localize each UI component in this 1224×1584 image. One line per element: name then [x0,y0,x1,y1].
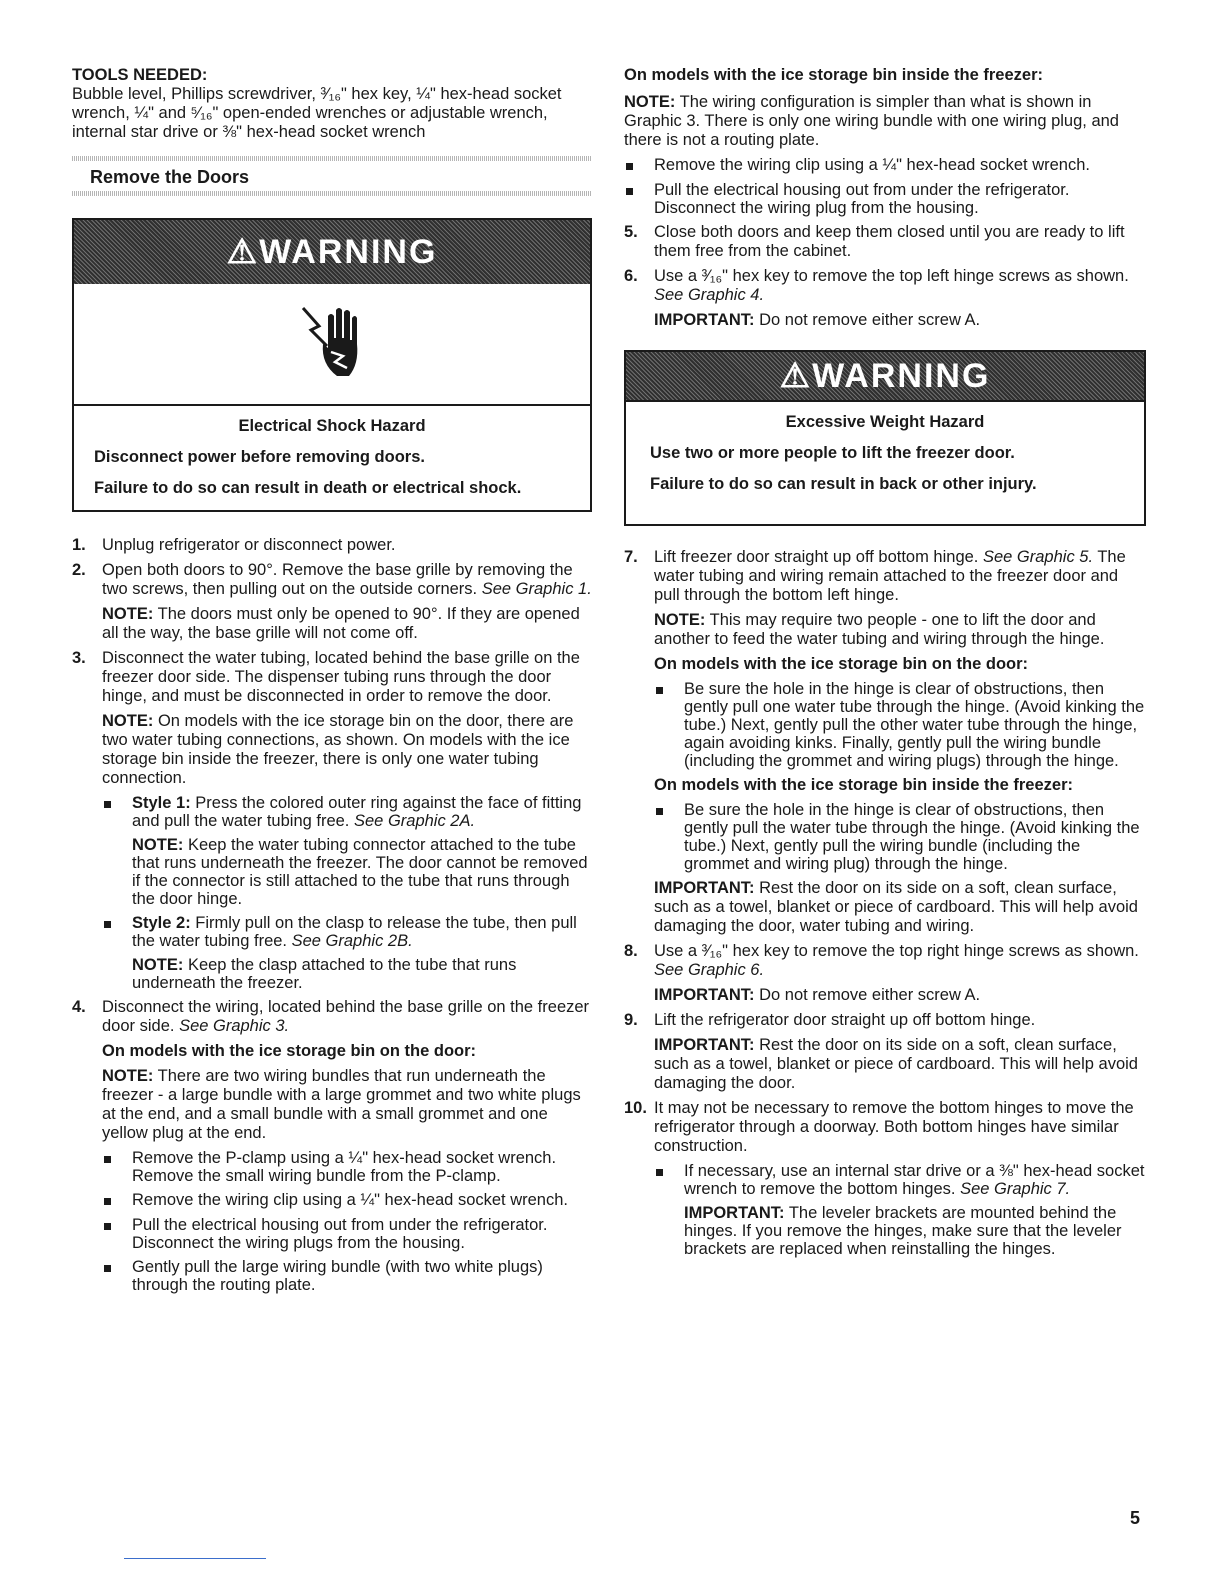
step-number: 5. [624,223,638,241]
note-text: The doors must only be opened to 90°. If they are opened all the way, the base grille will not come off. [102,605,580,642]
warning-line-1: Disconnect power before removing doors. [94,448,425,466]
important-note [654,311,1146,330]
note-text: Keep the clasp attached to the tube that runs underneath the freezer. [132,956,517,992]
bullet-item [102,1191,592,1210]
bullet-item [102,1216,592,1252]
step-number: 9. [624,1011,638,1029]
step-5 [624,223,1146,261]
bullet-text: Pull the electrical housing out from under the refrigerator. Disconnect the wiring plugs from the housing. [132,1216,548,1252]
tools-list: Bubble level, Phillips screwdriver, ³⁄₁₆" hex key, ¼" hex-head socket wrench, ¼" and ⁵⁄₁₆" open-ended wrenches or adjustable wrench, internal star drive or ⅜" hex-head socket wrench [72,85,562,141]
bullet-text [132,794,592,830]
note-text: On models with the ice storage bin on the door, there are two water tubing connections, as shown. On models with the ice storage bin inside the freezer, there is only one water tubing connection. [102,712,574,787]
step-7 [624,548,1146,936]
note-label: NOTE: [102,1067,154,1085]
subheading: On models with the ice storage bin inside the freezer: [654,776,1074,794]
style-text: Press the colored outer ring against the face of fitting and pull the water tubing free. [132,794,582,830]
step-4 [72,998,592,1294]
warning-box-electrical [72,218,592,512]
important-note [654,879,1146,936]
warning-line-2: Failure to do so can result in back or other injury. [650,475,1037,493]
step-text-main: Use a ³⁄₁₆" hex key to remove the top left hinge screws as shown. [654,267,1129,285]
electrical-shock-icon [297,304,367,384]
step-6 [624,267,1146,330]
graphic-reference: See Graphic 6. [654,961,765,979]
warning-line-2: Failure to do so can result in death or electrical shock. [94,479,522,497]
step-3 [72,649,592,992]
note-label: NOTE: [132,836,184,854]
step-note [654,611,1146,649]
note-label: NOTE: [102,712,154,730]
warning-box-weight [624,350,1146,526]
bullet-marker [102,794,132,908]
bullet-marker [624,181,654,217]
page-number: 5 [1129,1508,1140,1528]
step-10 [624,1099,1146,1258]
warning-hazard-title: Excessive Weight Hazard [785,413,985,431]
warning-text [626,400,1144,524]
bullet-item [102,1149,592,1185]
warning-banner [626,352,1144,400]
step-text: Unplug refrigerator or disconnect power. [102,536,396,554]
important-text: Rest the door on its side on a soft, clean surface, such as a towel, blanket or piece of cardboard. This will help avoid damaging the door. [654,1036,1138,1092]
bullet-marker [654,1162,684,1258]
graphic-reference: See Graphic 2A. [354,812,476,830]
step-note [102,605,592,643]
important-label: IMPORTANT: [684,1204,785,1222]
important-text: Do not remove either screw A. [759,311,981,329]
step-text [654,267,1146,305]
shock-hazard-icon-row [74,284,590,406]
bullet-text [132,914,592,950]
bullet-text-main: If necessary, use an internal star drive or a ⅜" hex-head socket wrench to remove the bottom hinges. [684,1162,1145,1198]
step-8 [624,942,1146,1005]
step-text [654,942,1146,980]
step-text-main: Open both doors to 90°. Remove the base grille by removing the two screws, then pulling out on the outside corners. [102,561,573,598]
note-text: The wiring configuration is simpler than what is shown in Graphic 3. There is only one wiring bundle with one wiring plug, and there is not a routing plate. [624,93,1119,149]
graphic-reference: See Graphic 5. [982,548,1094,566]
warning-line-1: Use two or more people to lift the freezer door. [650,444,1015,462]
step-number: 6. [624,267,638,285]
important-text: The leveler brackets are mounted behind the hinges. If you remove the hinges, make sure that the leveler brackets are replaced when reinstalling the hinges. [684,1204,1122,1258]
warning-hazard-title: Electrical Shock Hazard [238,417,426,435]
step-note [102,712,592,788]
warning-banner [74,220,590,284]
warning-text [74,406,590,510]
bullet-item [624,181,1146,217]
bullet-marker [102,1258,132,1294]
bullet-text: Remove the P-clamp using a ¼" hex-head socket wrench. Remove the small wiring bundle from the P-clamp. [132,1149,557,1185]
style-text: Firmly pull on the clasp to release the tube, then pull the water tubing free. [132,914,577,950]
step-text-main: Disconnect the wiring, located behind the base grille on the freezer door side. [102,998,590,1035]
step-text [102,998,592,1036]
subheading: On models with the ice storage bin on the door: [654,655,1029,673]
note-text: This may require two people - one to lift the door and another to feed the water tubing and wiring through the hinge. [654,611,1105,648]
step-text-main: Lift freezer door straight up off bottom hinge. [654,548,979,566]
subheading: On models with the ice storage bin on the door: [102,1042,477,1060]
bullet-text [684,1162,1146,1198]
step-text: Lift the refrigerator door straight up off bottom hinge. [654,1011,1036,1029]
step-9 [624,1011,1146,1093]
note-label: NOTE: [132,956,184,974]
bullet-marker [102,1149,132,1185]
note-label: NOTE: [624,93,676,111]
bullet-text: Gently pull the large wiring bundle (with two white plugs) through the routing plate. [132,1258,543,1294]
bullet-item [654,801,1146,873]
section-rule-bottom [72,191,592,196]
important-text: Do not remove either screw A. [759,986,981,1004]
graphic-reference: See Graphic 4. [654,286,765,304]
graphic-reference: See Graphic 2B. [291,932,413,950]
important-note [684,1204,1146,1258]
warning-banner-text: ⚠WARNING [226,232,438,271]
step-text [654,548,1146,605]
graphic-reference: See Graphic 7. [960,1180,1071,1198]
step-note [624,93,1146,150]
tools-heading: TOOLS NEEDED: [72,66,208,84]
important-note [654,986,1146,1005]
style-label: Style 2: [132,914,191,932]
bullet-marker [102,1216,132,1252]
bullet-text: Be sure the hole in the hinge is clear of obstructions, then gently pull the water tube through the hinge. (Avoid kinking the tube.) Next, gently pull the wiring bundle (including the grommet and wiring plug) through the hinge. [684,801,1140,873]
bullet-marker [654,680,684,770]
subheading: On models with the ice storage bin inside the freezer: [624,66,1044,84]
important-note [654,1036,1146,1093]
bullet-item [654,1162,1146,1258]
step-text-main: Use a ³⁄₁₆" hex key to remove the top right hinge screws as shown. [654,942,1139,960]
step-number: 4. [72,998,86,1016]
bullet-item [624,156,1146,175]
important-label: IMPORTANT: [654,986,755,1004]
graphic-reference: See Graphic 1. [481,580,592,598]
step-number: 7. [624,548,638,566]
note-text: There are two wiring bundles that run underneath the freezer - a large bundle with a large grommet and two white plugs at the end, and a small bundle with a small grommet and one yellow plug at the end. [102,1067,581,1142]
step-text: Close both doors and keep them closed until you are ready to lift them free from the cabinet. [654,223,1125,260]
note-label: NOTE: [654,611,706,629]
section-title: Remove the Doors [90,167,250,187]
bullet-text: Remove the wiring clip using a ¼" hex-head socket wrench. [654,156,1090,174]
important-label: IMPORTANT: [654,1036,755,1054]
step-1 [72,536,592,555]
style-label: Style 1: [132,794,191,812]
bullet-item [654,680,1146,770]
important-label: IMPORTANT: [654,311,755,329]
right-column [624,66,1146,1258]
step-note [102,1067,592,1143]
bullet-style-2 [102,914,592,992]
step-text-secondary: The water tubing and wiring remain attached to the freezer door and pull through the bottom left hinge. [654,548,1126,604]
step-number: 10. [624,1099,647,1117]
important-label: IMPORTANT: [654,879,755,897]
footer-link-line [124,1558,266,1559]
bullet-text: Be sure the hole in the hinge is clear of obstructions, then gently pull one water tube through the hinge. (Avoid kinking the tube.) Next, gently pull the other water tube through the hinge, again avoiding kinks. Finally, gently pull the wiring bundle (including the grommet and wiring plugs) through the hinge. [684,680,1145,770]
bullet-item [102,1258,592,1294]
left-column [72,66,592,1294]
note-label: NOTE: [102,605,154,623]
bullet-marker [102,914,132,992]
bullet-note [132,956,592,992]
step-number: 2. [72,561,86,579]
step-number: 8. [624,942,638,960]
important-text: Rest the door on its side on a soft, clean surface, such as a towel, blanket or piece of cardboard. This will help avoid damaging the door, water tubing and wiring. [654,879,1138,935]
bullet-marker [102,1191,132,1210]
note-text: Keep the water tubing connector attached to the tube that runs underneath the freezer. The door cannot be removed if the connector is still attached to the tube that runs through the door hinge. [132,836,588,908]
bullet-note [132,836,592,908]
step-number: 3. [72,649,86,667]
step-2 [72,561,592,643]
step-text: Disconnect the water tubing, located behind the base grille on the freezer door side. The dispenser tubing runs through the door hinge, and must be disconnected in order to remove the door. [102,649,580,705]
step-text [102,561,592,599]
step-text: It may not be necessary to remove the bottom hinges to move the refrigerator through a doorway. Both bottom hinges have similar construction. [654,1099,1134,1155]
bullet-text: Remove the wiring clip using a ¼" hex-head socket wrench. [132,1191,568,1209]
bullet-style-1 [102,794,592,908]
bullet-marker [624,156,654,175]
bullet-marker [654,801,684,873]
graphic-reference: See Graphic 3. [179,1017,290,1035]
step-number: 1. [72,536,86,554]
warning-banner-text: ⚠WARNING [779,356,991,395]
bullet-text: Pull the electrical housing out from under the refrigerator. Disconnect the wiring plug from the housing. [654,181,1070,217]
